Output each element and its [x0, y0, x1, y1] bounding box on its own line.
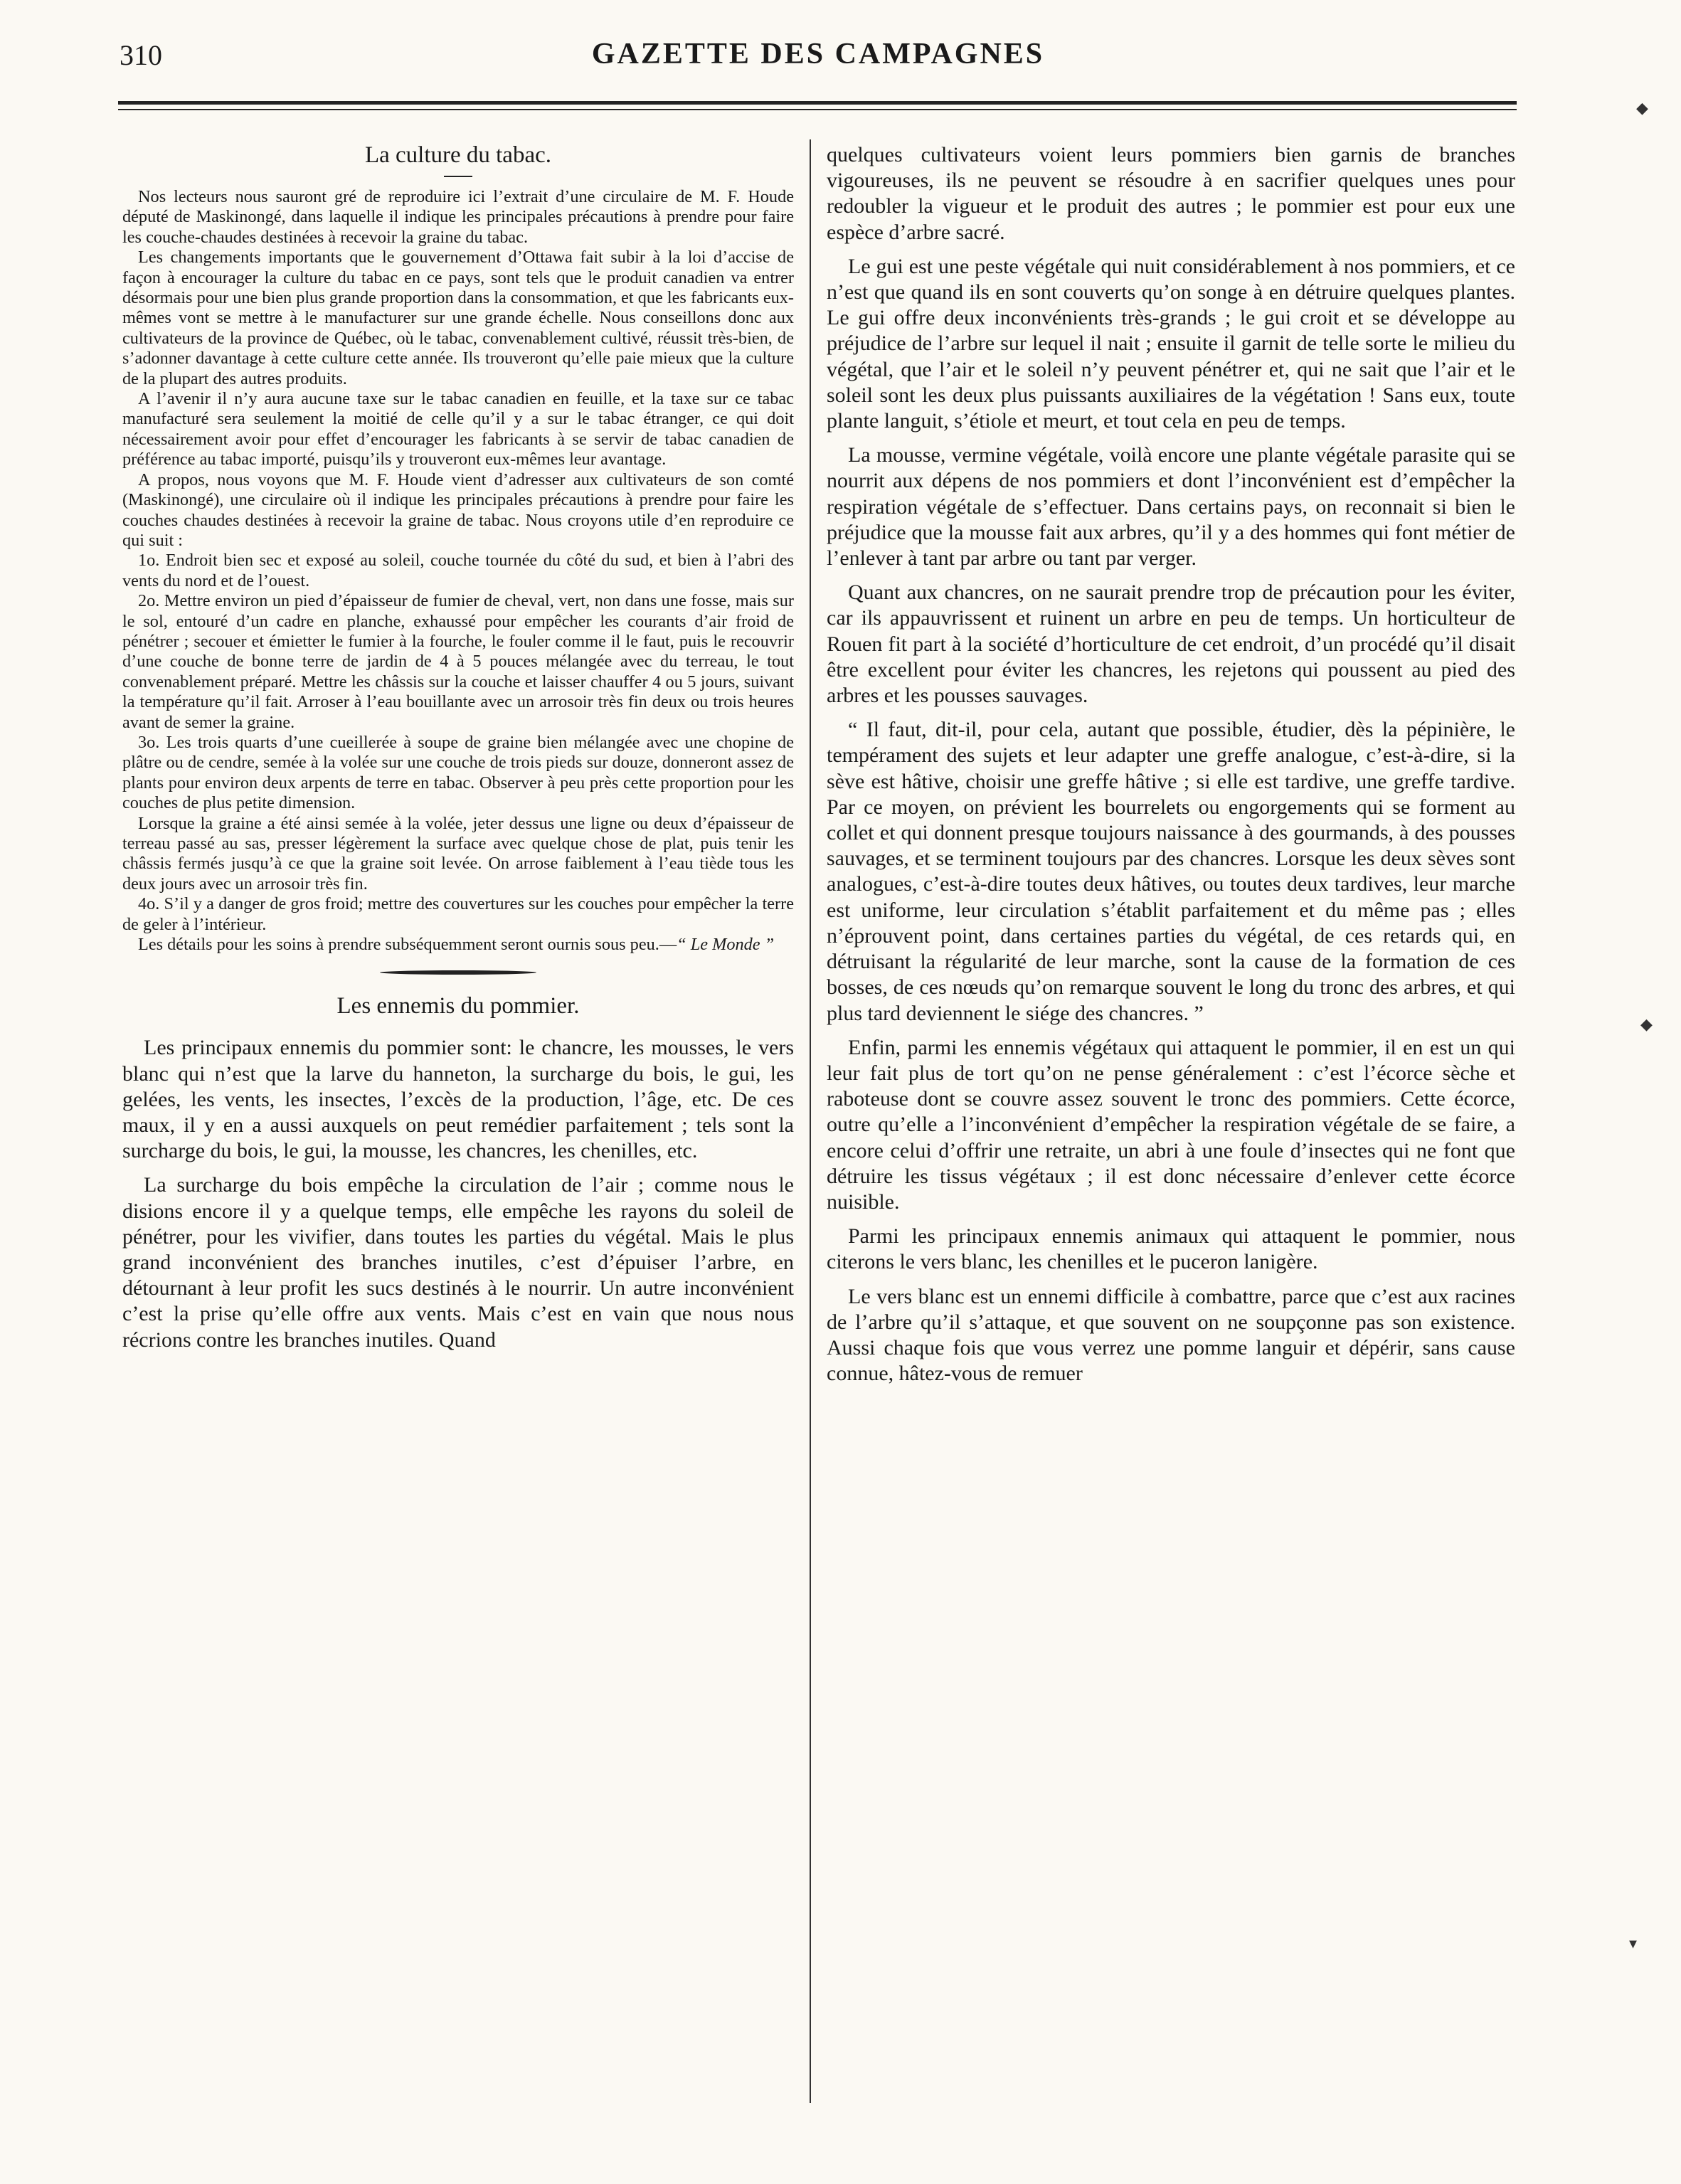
- paragraph: 1o. Endroit bien sec et exposé au soleil, couche tournée du côté du sud, et bien à l’abri des vents du nord et de l’ouest.: [122, 551, 794, 590]
- paragraph: Quant aux chancres, on ne saurait prendre trop de précaution pour les éviter, car ils appauvrissent et ruinent un arbre en peu de temps. Un horticulteur de Rouen fit part à la société d’horticulture de cet endroit, d’un procédé qu’il disait être excellent pour éviter les chancres, les rejetons qui poussent au pied des arbres et les pousses sauvages.: [827, 581, 1515, 708]
- margin-mark: ◆: [1636, 100, 1648, 117]
- page-number: 310: [120, 39, 162, 71]
- page-header: [114, 34, 1522, 80]
- paragraph: 2o. Mettre environ un pied d’épaisseur de fumier de cheval, vert, non dans une fosse, mais sur le sol, entouré d’un cadre en planche, exhaussé pour empêcher les courants d’air froid de pénétrer ; secouer et émietter le fumier à la fourche, le fouler comme il le faut, puis le recouvrir d’une couche de bonne terre de jardin de 4 à 5 pouces mélangée avec du terreau, le tout convenablement préparé. Mettre les châssis sur la couche et laisser chauffer 4 ou 5 jours, suivant la température qu’il fait. Arroser à l’eau bouillante avec un arrosoir très fin deux ou trois heures avant de semer la graine.: [122, 591, 794, 732]
- paragraph: La surcharge du bois empêche la circulation de l’air ; comme nous le disions encore il y a quelque temps, elle empêche les rayons du soleil de pénétrer, pour les vivifier, dans toutes les parties du végétal. Mais le plus grand inconvénient des branches inutiles, c’est d’épuiser l’arbre, en détournant à leur profit les sucs destinés à le nourrir. Un autre inconvénient c’est la prise qu’elle offre aux vents. Mais c’est en vain que nous nous récrions contre les branches inutiles. Quand: [122, 1173, 794, 1352]
- article-pommier-body-right: [827, 142, 1515, 1387]
- paragraph: Les principaux ennemis du pommier sont: le chancre, les mousses, le vers blanc qui n’est que la larve du hanneton, la surcharge du bois, le gui, les gelées, les vents, les insectes, l’excès de la production, l’âge, etc. De ces maux, il y en a aussi auxquels on peut remédier parfaitement ; tels sont la surcharge du bois, le gui, la mousse, les chancres, les chenilles, etc.: [122, 1036, 794, 1163]
- section-ornament: [380, 970, 536, 975]
- margin-mark: ▾: [1629, 1935, 1638, 1953]
- column-divider: [810, 139, 811, 2103]
- article-title-pommier: Les ennemis du pommier.: [336, 993, 580, 1019]
- paragraph: Lorsque la graine a été ainsi semée à la volée, jeter dessus une ligne ou deux d’épaisseur de terreau passé au sas, presser légèrement la surface avec quelque chose de plat, puis tenir les châssis fermés jusqu’à ce que la graine soit levée. On arrose faiblement à l’eau tiède tous les deux jours avec un arrosoir très fin.: [122, 813, 794, 894]
- title-dash: [444, 176, 472, 177]
- source-credit: “ Le Monde ”: [677, 935, 775, 955]
- paragraph: Le vers blanc est un ennemi difficile à combattre, parce que c’est aux racines de l’arbre qu’il s’attaque, et que souvent on ne soupçonne pas son existence. Aussi chaque fois que vous verrez une pomme languir et dépérir, sans cause connue, hâtez-vous de remuer: [827, 1284, 1515, 1386]
- right-column: [827, 142, 1515, 1395]
- paragraph: quelques cultivateurs voient leurs pommiers bien garnis de branches vigoureuses, ils ne peuvent se résoudre à en sacrifier quelques unes pour redoubler la vigueur et le produit des autres ; le pommier est pour eux une espèce d’arbre sacré.: [827, 143, 1515, 244]
- left-column: [122, 142, 794, 1362]
- margin-mark: ◆: [1640, 1016, 1653, 1034]
- paragraph: Le gui est une peste végétale qui nuit considérablement à nos pommiers, et ce n’est que quand ils en sont couverts qu’on songe à en détruire quelques plantes. Le gui offre deux inconvénients très-grands ; le gui croit et se développe au préjudice de l’arbre sur lequel il nait ; ensuite il garnit de telle sorte le milieu du végétal, que l’air et le soleil n’y peuvent pénétrer et, qui ne sait que l’air et le soleil sont les deux plus puissants auxiliaires de la végétation ! Sans eux, toute plante languit, s’étiole et meurt, et tout cela en peu de temps.: [827, 254, 1515, 433]
- paragraph: Enfin, parmi les ennemis végétaux qui attaquent le pommier, il en est un qui leur fait plus de tort qu’on ne pense généralement : c’est l’écorce sèche et raboteuse dont se couvre assez souvent le tronc des pommiers. Cette écorce, outre qu’elle a l’inconvénient d’empêcher la respiration végétale de se faire, a encore celui d’offrir une retraite, un abri à une foule d’insectes qui ne font que détruire les tissus végétaux ; il est donc nécessaire d’enlever cette écorce nuisible.: [827, 1035, 1515, 1214]
- paragraph: A propos, nous voyons que M. F. Houde vient d’adresser aux cultivateurs de son comté (Maskinongé), une circulaire où il indique les principales précautions à prendre pour faire les couches chaudes destinées à recevoir la graine de tabac. Nous croyons utile d’en reproduire ce qui suit :: [122, 470, 794, 550]
- article-tabac-body: [122, 187, 794, 955]
- header-rule-thin: [118, 109, 1517, 110]
- article-pommier-body-left: [122, 1035, 794, 1352]
- article-title-tabac: La culture du tabac.: [364, 142, 552, 168]
- paragraph-with-source: [122, 935, 794, 955]
- paragraph: A l’avenir il n’y aura aucune taxe sur le tabac canadien en feuille, et la taxe sur ce tabac manufacturé sera seulement la moitié de celle qu’il y a sur le tabac étranger, ce qui doit nécessairement avoir pour effet d’encourager les fabricants à se servir de tabac canadien de préférence au tabac importé, puisqu’ils y trouveront eux-mêmes leur avantage.: [122, 389, 794, 470]
- paragraph: 3o. Les trois quarts d’une cueillerée à soupe de graine bien mélangée avec une chopine de plâtre ou de cendre, semée à la volée sur une couche de trois pieds sur douze, donneront assez de plants pour environ deux arpents de terre en tabac. Observer à peu près cette proportion pour les couches de plus petite dimension.: [122, 732, 794, 813]
- paragraph: Les changements importants que le gouvernement d’Ottawa fait subir à la loi d’accise de façon à encourager la culture du tabac en ce pays, sont tels que le produit canadien va entrer désormais pour une bien plus grande proportion dans la consommation, et que les fabricants eux-mêmes vont se mettre à le manufacturer sur une grande échelle. Nous conseillons donc aux cultivateurs de la province de Québec, où le tabac, convenablement cultivé, réussit très-bien, de s’adonner davantage à cette culture cette année. Ils trouveront qu’elle paie mieux que la culture de la plupart des autres produits.: [122, 248, 794, 388]
- paragraph: 4o. S’il y a danger de gros froid; mettre des couvertures sur les couches pour empêcher la terre de geler à l’intérieur.: [122, 894, 794, 934]
- paragraph-text: Les détails pour les soins à prendre subséquemment seront ournis sous peu.—: [138, 935, 677, 955]
- journal-title: GAZETTE DES CAMPAGNES: [591, 38, 1045, 70]
- paragraph: Parmi les principaux ennemis animaux qui attaquent le pommier, nous citerons le vers blanc, les chenilles et le puceron lanigère.: [827, 1224, 1515, 1274]
- header-rule-thick: [118, 101, 1517, 105]
- paragraph: La mousse, vermine végétale, voilà encore une plante végétale parasite qui se nourrit aux dépens de nos pommiers et dont l’inconvénient est d’empêcher la respiration végétale de s’effectuer. Dans certains pays, on reconnait si bien le préjudice que la mousse fait aux arbres, qu’il y a des hommes qui font métier de l’enlever à tant par arbre ou tant par verger.: [827, 443, 1515, 571]
- paragraph: “ Il faut, dit-il, pour cela, autant que possible, étudier, dès la pépinière, le tempérament des sujets et leur adapter une greffe analogue, c’est-à-dire, si la sève est hâtive, choisir une greffe hâtive ; si elle est tardive, une greffe tardive. Par ce moyen, on prévient les bourrelets ou engorgements qui se forment au collet et qui donnent presque toujours naissance à des gourmands, à des pousses sauvages, et se terminent toujours par des chancres. Lorsque les deux sèves sont analogues, c’est-à-dire toutes deux hâtives, ou toutes deux tardives, leur marche est uniforme, leur circulation s’établit parfaitement et du même pas ; elles n’éprouvent point, dans certaines parties du végétal, de ces retards qui, en détruisant la régularité de leur marche, sont la cause de la formation de ces bosses, de ces nœuds qu’on remarque souvent le long du tronc des arbres, et qui plus tard deviennent le siége des chancres. ”: [827, 718, 1515, 1025]
- paragraph: Nos lecteurs nous sauront gré de reproduire ici l’extrait d’une circulaire de M. F. Houde député de Maskinongé, dans laquelle il indique les principales précautions à prendre pour faire les couche-chaudes destinées à recevoir la graine du tabac.: [122, 187, 794, 247]
